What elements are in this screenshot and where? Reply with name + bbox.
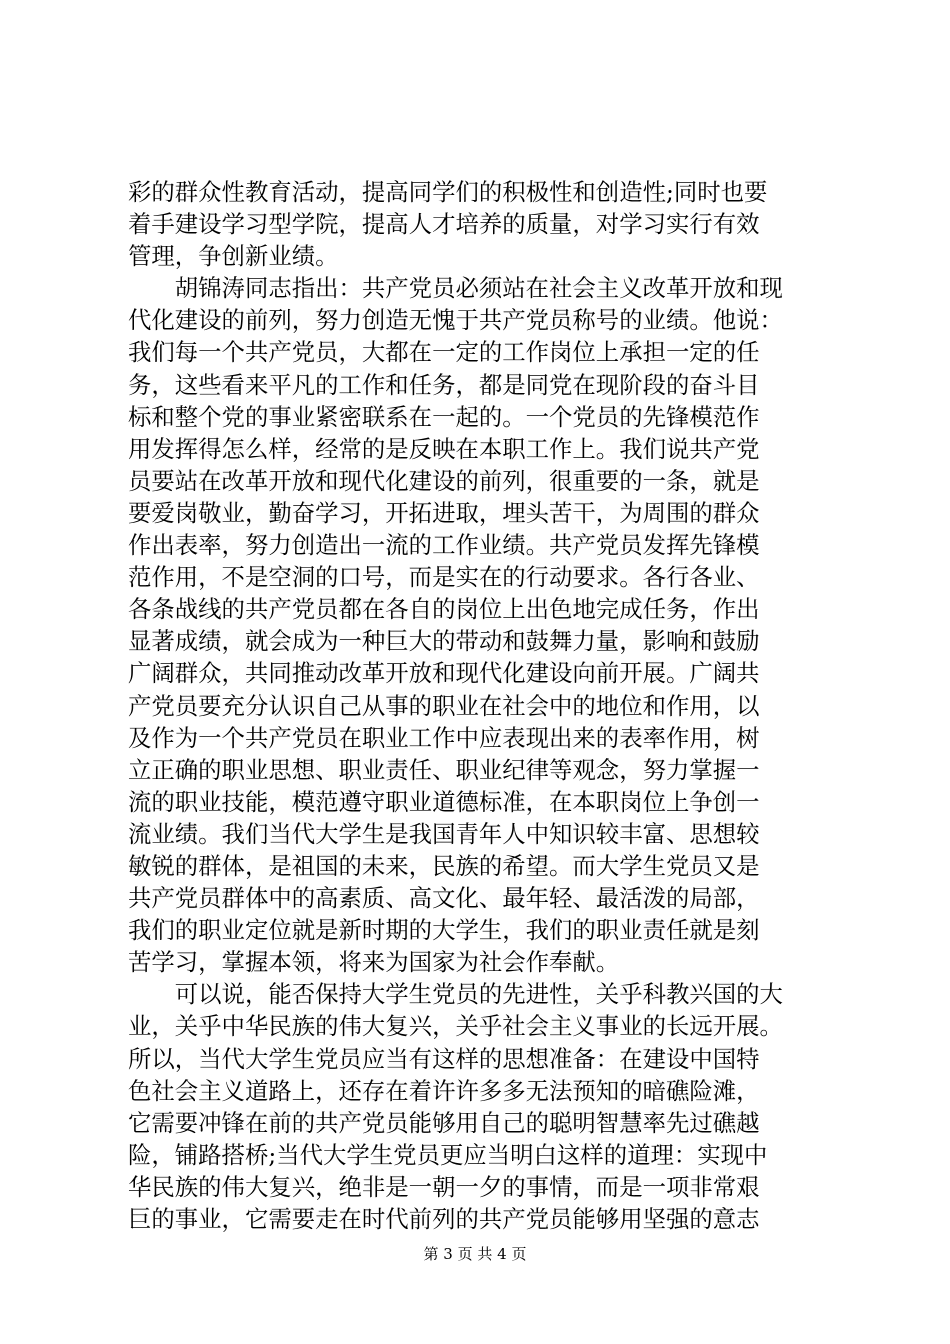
- text-line: 它需要冲锋在前的共产党员能够用自己的聪明智慧率先过礁越: [128, 1108, 760, 1137]
- text-line: 业，关乎中华民族的伟大复兴，关乎社会主义事业的长远开展。: [128, 1012, 783, 1041]
- text-line: 立正确的职业思想、职业责任、职业纪律等观念，努力掌握一: [128, 755, 760, 784]
- text-line: 标和整个党的事业紧密联系在一起的。一个党员的先锋模范作: [128, 402, 760, 431]
- text-line: 苦学习，掌握本领，将来为国家为社会作奉献。: [128, 948, 620, 977]
- text-line: 流业绩。我们当代大学生是我国青年人中知识较丰富、思想较: [128, 819, 760, 848]
- text-line: 险，铺路搭桥;当代大学生党员更应当明白这样的道理：实现中: [128, 1140, 768, 1169]
- text-line: 显著成绩，就会成为一种巨大的带动和鼓舞力量，影响和鼓励: [128, 627, 760, 656]
- text-line: 广阔群众，共同推动改革开放和现代化建设向前开展。广阔共: [128, 659, 760, 688]
- text-line: 所以，当代大学生党员应当有这样的思想准备：在建设中国特: [128, 1044, 760, 1073]
- text-line: 代化建设的前列，努力创造无愧于共产党员称号的业绩。他说：: [128, 306, 783, 335]
- text-line: 可以说，能否保持大学生党员的先进性，关乎科教兴国的大: [128, 980, 783, 1009]
- text-line: 用发挥得怎么样，经常的是反映在本职工作上。我们说共产党: [128, 434, 760, 463]
- text-line: 产党员要充分认识自己从事的职业在社会中的地位和作用，以: [128, 691, 760, 720]
- text-line: 务，这些看来平凡的工作和任务，都是同党在现阶段的奋斗目: [128, 370, 760, 399]
- text-line: 巨的事业，它需要走在时代前列的共产党员能够用坚强的意志: [128, 1205, 760, 1233]
- text-line: 要爱岗敬业，勤奋学习，开拓进取，埋头苦干，为周围的群众: [128, 498, 760, 527]
- text-line: 华民族的伟大复兴，绝非是一朝一夕的事情，而是一项非常艰: [128, 1172, 760, 1201]
- page-footer: 第 3 页 共 4 页: [423, 1245, 527, 1263]
- text-line: 管理，争创新业绩。: [128, 242, 339, 271]
- text-line: 共产党员群体中的高素质、高文化、最年轻、最活泼的局部，: [128, 884, 760, 913]
- text-line: 彩的群众性教育活动，提高同学们的积极性和创造性;同时也要: [128, 178, 768, 206]
- text-line: 我们的职业定位就是新时期的大学生，我们的职业责任就是刻: [128, 916, 760, 945]
- text-line: 作出表率，努力创造出一流的工作业绩。共产党员发挥先锋模: [128, 531, 760, 560]
- text-line: 范作用，不是空洞的口号，而是实在的行动要求。各行各业、: [128, 563, 760, 592]
- text-line: 流的职业技能，模范遵守职业道德标准，在本职岗位上争创一: [128, 787, 760, 816]
- text-line: 敏锐的群体，是祖国的未来，民族的希望。而大学生党员又是: [128, 851, 760, 880]
- body-text: [128, 176, 830, 1235]
- text-line: 我们每一个共产党员，大都在一定的工作岗位上承担一定的任: [128, 338, 760, 367]
- text-line: 色社会主义道路上，还存在着许许多多无法预知的暗礁险滩，: [128, 1076, 760, 1105]
- text-line: 及作为一个共产党员在职业工作中应表现出来的表率作用，树: [128, 723, 760, 752]
- text-line: 着手建设学习型学院，提高人才培养的质量，对学习实行有效: [128, 210, 760, 239]
- text-line: 员要站在改革开放和现代化建设的前列，很重要的一条，就是: [128, 466, 760, 495]
- text-line: 胡锦涛同志指出：共产党员必须站在社会主义改革开放和现: [128, 274, 783, 303]
- text-line: 各条战线的共产党员都在各自的岗位上出色地完成任务，作出: [128, 595, 760, 624]
